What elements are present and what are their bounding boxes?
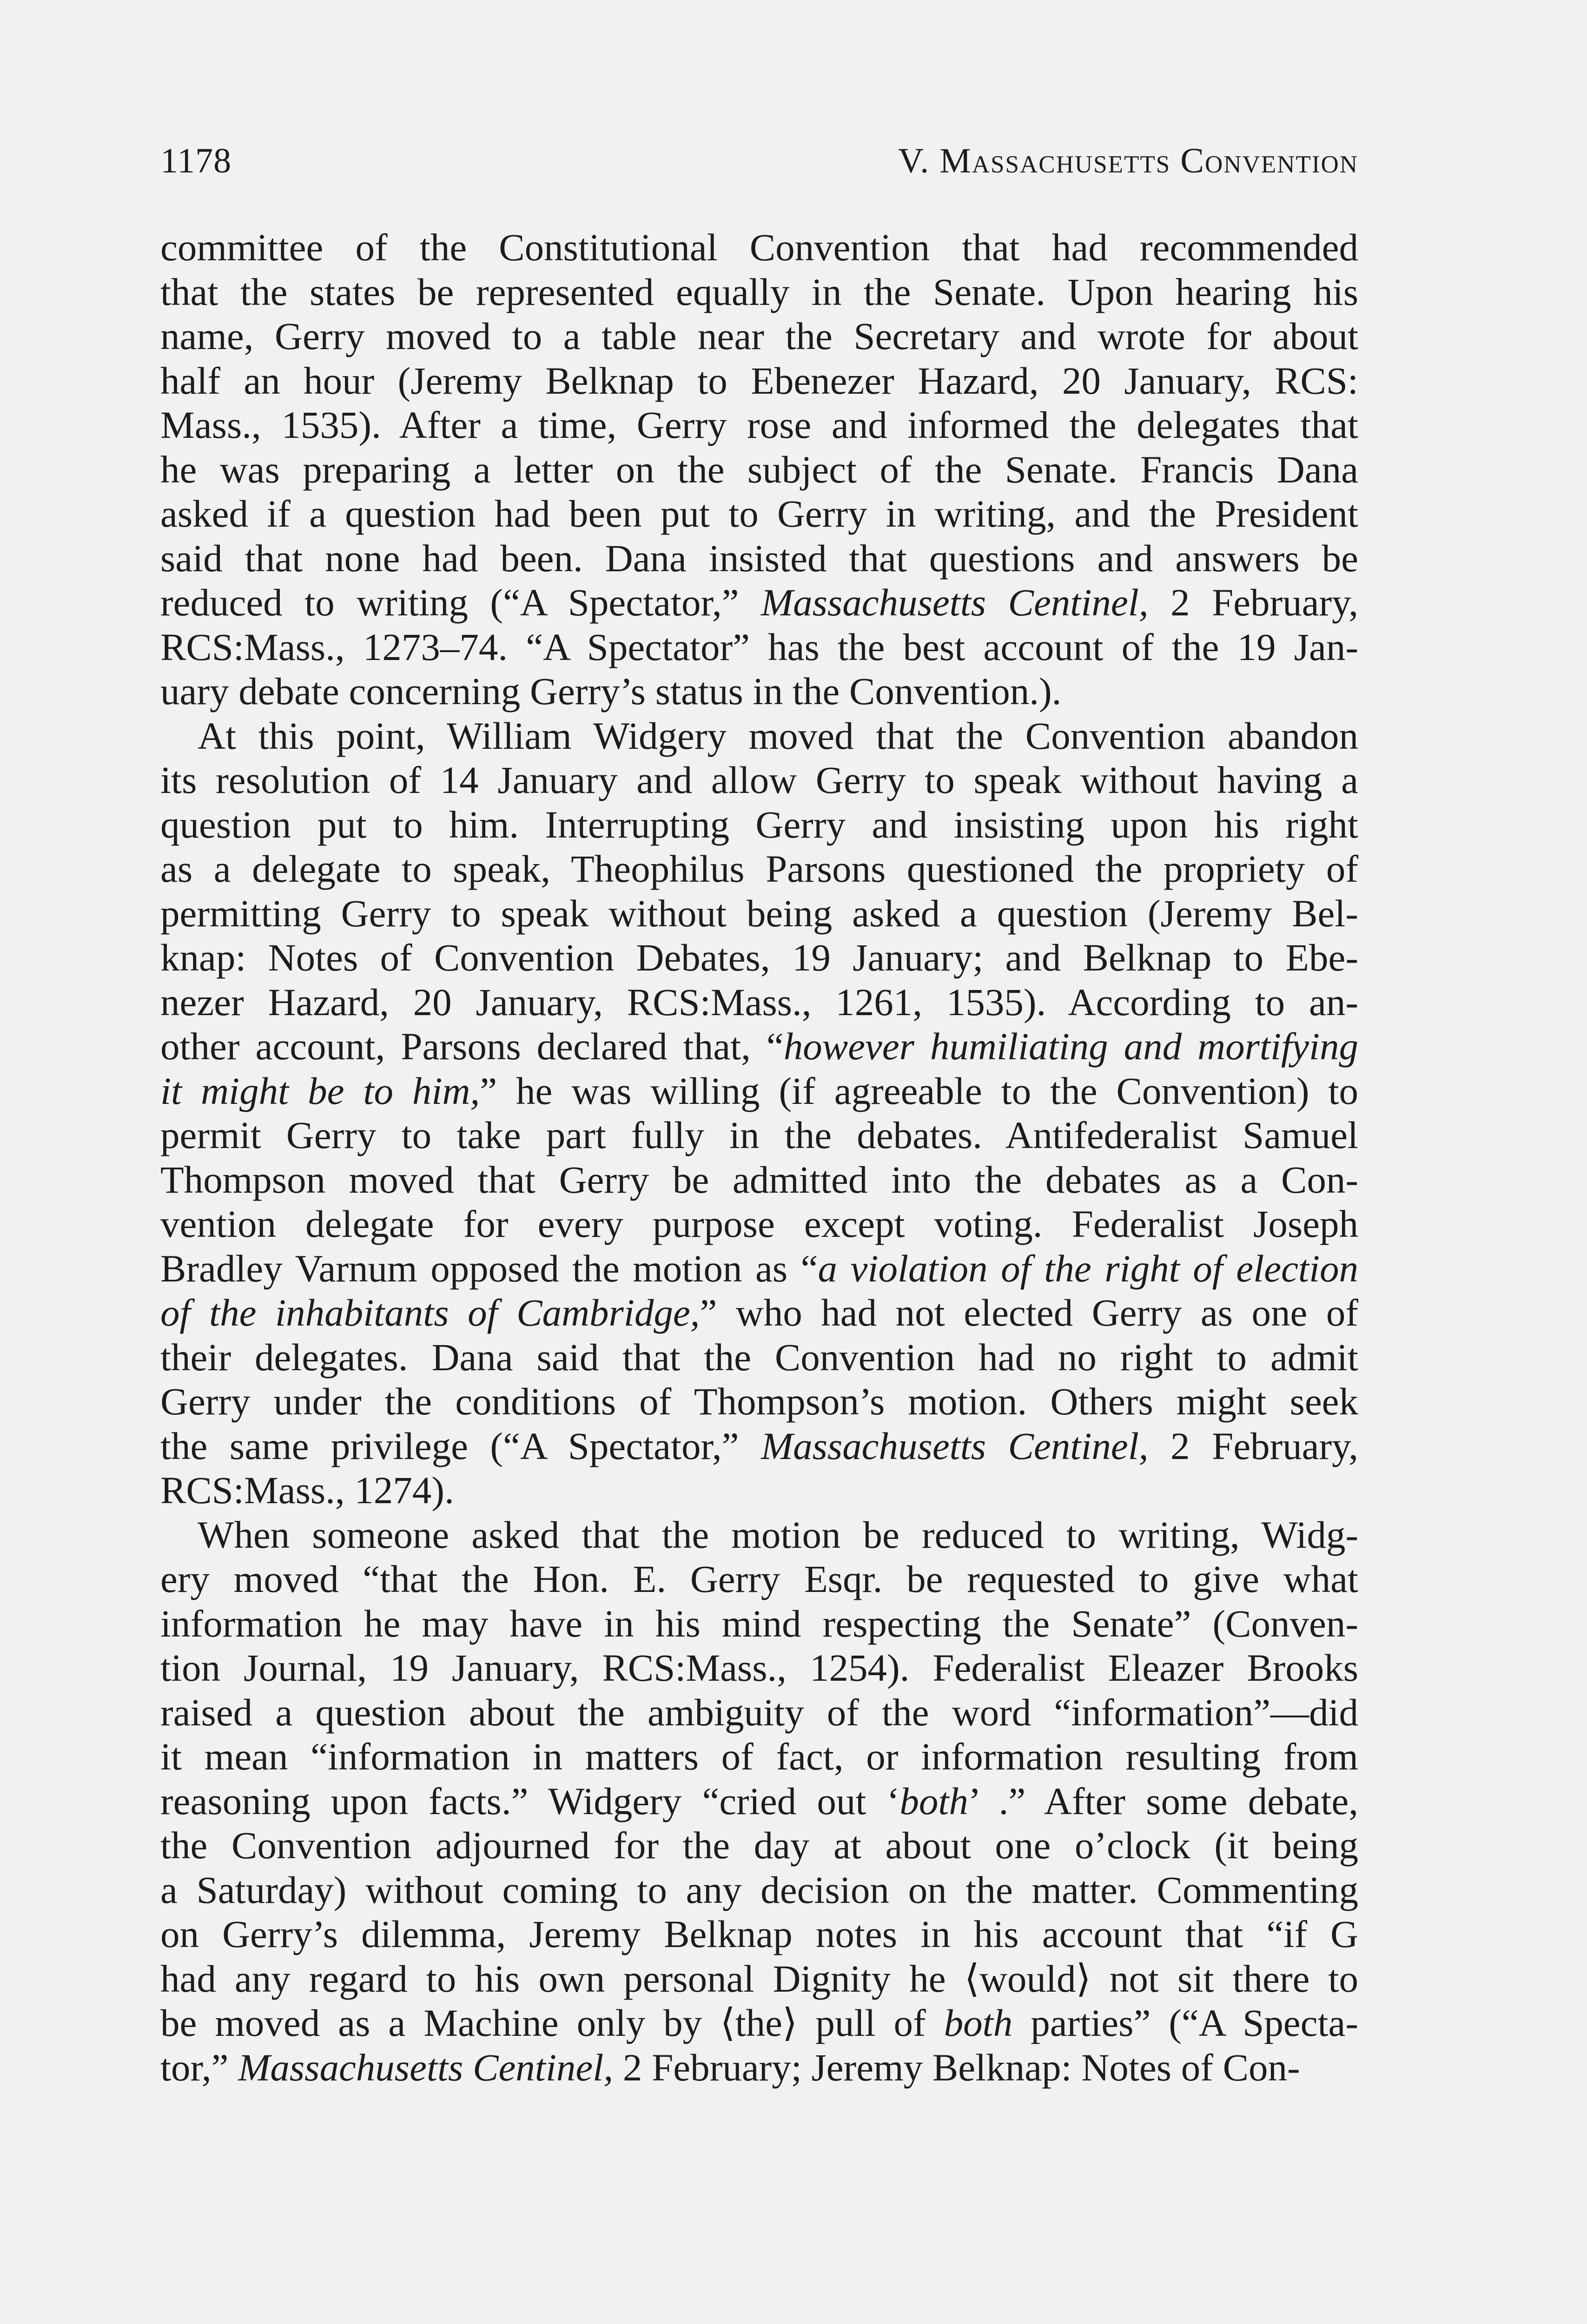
text-line: as a delegate to speak, Theophilus Parsons questioned the propriety of [160, 847, 1358, 890]
text-line: a Saturday) without coming to any decision on the matter. Commenting [160, 1868, 1358, 1911]
text-line: it might be to him,” he was willing (if agreeable to the Convention) to [160, 1069, 1358, 1112]
text-line: name, Gerry moved to a table near the Secretary and wrote for about [160, 315, 1358, 357]
text-line: question put to him. Interrupting Gerry and insisting upon his right [160, 803, 1358, 846]
text-line: raised a question about the ambiguity of the word “information”—did [160, 1690, 1358, 1734]
text-line: knap: Notes of Convention Debates, 19 January; and Belknap to Ebe- [160, 936, 1358, 979]
text-line: their delegates. Dana said that the Convention had no right to admit [160, 1335, 1358, 1379]
running-title: V. Massachusetts Convention [898, 141, 1358, 180]
text-line: Mass., 1535). After a time, Gerry rose and informed the delegates that [160, 403, 1358, 446]
text-line: be moved as a Machine only by ⟨the⟩ pull of both parties” (“A Specta- [160, 2001, 1358, 2044]
text-line: the same privilege (“A Spectator,” Massachusetts Centinel, 2 February, [160, 1424, 1358, 1467]
text-line: nezer Hazard, 20 January, RCS:Mass., 1261, 1535). According to an- [160, 980, 1358, 1023]
text-line: RCS:Mass., 1273–74. “A Spectator” has the best account of the 19 Jan- [160, 625, 1358, 668]
text-line: permitting Gerry to speak without being asked a question (Jeremy Bel- [160, 891, 1358, 935]
text-line: on Gerry’s dilemma, Jeremy Belknap notes in his account that “if G [160, 1913, 1358, 1955]
text-line: that the states be represented equally in the Senate. Upon hearing his [160, 270, 1358, 313]
text-line: asked if a question had been put to Gerry in writing, and the President [160, 492, 1358, 535]
text-line: the Convention adjourned for the day at about one o’clock (it being [160, 1824, 1358, 1867]
text-line: half an hour (Jeremy Belknap to Ebenezer Hazard, 20 January, RCS: [160, 359, 1358, 402]
text-line: reasoning upon facts.” Widgery “cried out ‘both’ .” After some debate, [160, 1779, 1358, 1822]
text-line: vention delegate for every purpose except voting. Federalist Joseph [160, 1202, 1358, 1245]
paragraph [160, 1513, 1358, 2090]
text-line: Gerry under the conditions of Thompson’s motion. Others might seek [160, 1380, 1358, 1423]
text-line: uary debate concerning Gerry’s status in the Convention.). [160, 670, 1062, 713]
text-line: Bradley Varnum opposed the motion as “a violation of the right of election [160, 1247, 1358, 1290]
paragraph [160, 225, 1358, 714]
text-line: reduced to writing (“A Spectator,” Massachusetts Centinel, 2 February, [160, 581, 1358, 624]
body-text [160, 225, 1358, 2090]
text-line: its resolution of 14 January and allow Gerry to speak without having a [160, 759, 1358, 801]
text-line: committee of the Constitutional Convention that had recommended [160, 226, 1358, 269]
text-line: he was preparing a letter on the subject of the Senate. Francis Dana [160, 448, 1358, 491]
text-line: tor,” Massachusetts Centinel, 2 February; Jeremy Belknap: Notes of Con- [160, 2046, 1300, 2089]
paragraph [160, 714, 1358, 1513]
page-number: 1178 [160, 141, 232, 180]
text-line: permit Gerry to take part fully in the debates. Antifederalist Samuel [160, 1114, 1358, 1156]
text-line: Thompson moved that Gerry be admitted into the debates as a Con- [160, 1158, 1358, 1201]
text-line: of the inhabitants of Cambridge,” who had not elected Gerry as one of [160, 1291, 1358, 1334]
text-line: said that none had been. Dana insisted that questions and answers be [160, 536, 1358, 580]
text-line: information he may have in his mind respecting the Senate” (Conven- [160, 1602, 1358, 1645]
text-line: ery moved “that the Hon. E. Gerry Esqr. be requested to give what [160, 1558, 1358, 1600]
text-line: When someone asked that the motion be reduced to writing, Widg- [198, 1513, 1358, 1556]
text-line: tion Journal, 19 January, RCS:Mass., 1254). Federalist Eleazer Brooks [160, 1646, 1358, 1689]
text-line: other account, Parsons declared that, “however humiliating and mortifying [160, 1025, 1358, 1068]
text-line: had any regard to his own personal Dignity he ⟨would⟩ not sit there to [160, 1957, 1358, 2000]
running-head [160, 138, 1358, 189]
text-line: RCS:Mass., 1274). [160, 1469, 454, 1512]
text-line: At this point, William Widgery moved that the Convention abandon [198, 714, 1358, 757]
text-line: it mean “information in matters of fact, or information resulting from [160, 1735, 1358, 1778]
